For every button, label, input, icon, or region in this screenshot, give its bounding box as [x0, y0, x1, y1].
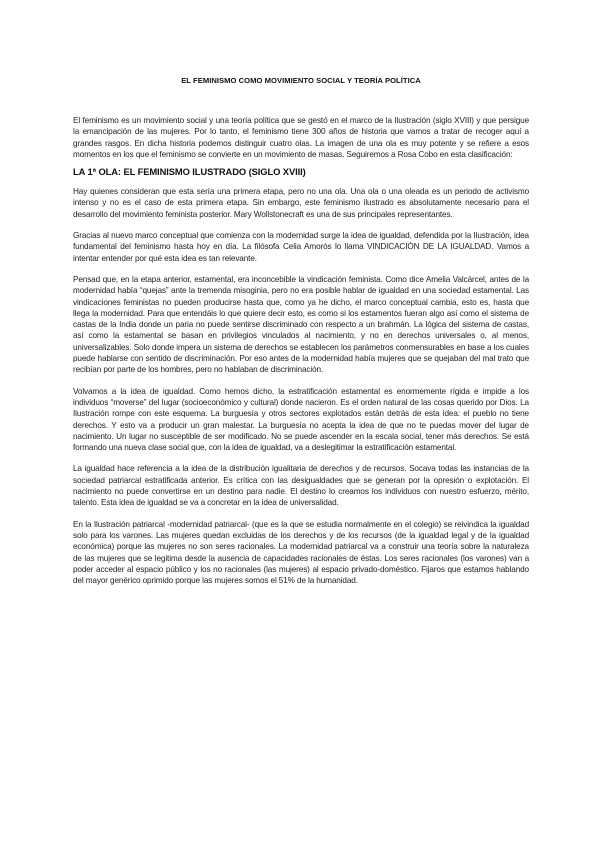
paragraph-6: En la Ilustración patriarcal -modernidad patriarcal- (que es la que se estudia normalmente en el colegio) se reivindica la igualdad solo para los varones. Las mujeres quedan excluidas de los derechos y de los recursos (de la igualdad legal y de la igualdad económica) porque las mujeres no son seres racionales. La modernidad patriarcal va a construir una teoría sobre la naturaleza de las mujeres que se legitima desde la ausencia de capacidades racionales de éstas. Los seres racionales (los varones) van a poder acceder al espacio público y los no racionales (las mujeres) al espacio privado-doméstico. Fijaros que estamos hablando del mayor genérico oprimido porque las mujeres somos el 51% de la humanidad.: [73, 519, 529, 586]
document-content: [73, 76, 529, 596]
paragraph-5: La igualdad hace referencia a la idea de la distribución igualitaria de derechos y de recursos. Socava todas las instancias de la sociedad patriarcal estratificada anterior. Es crítica con las desigualdades que se generan por la opresión o explotación. El nacimiento no puede convertirse en un destino para nadie. El destino lo creamos los individuos con nuestro esfuerzo, mérito, talento. Esta idea de igualdad se va a concretar en la idea de universalidad.: [73, 464, 529, 508]
paragraph-1: Hay quienes consideran que esta sería una primera etapa, pero no una ola. Una ola o una oleada es un periodo de activismo intenso y no es el caso de esta primera etapa. Sin embargo, este feminismo ilustrado es absolutamente necesario para el desarrollo del movimiento feminista posterior. Mary Wollstonecraft es una de sus principales representantes.: [73, 187, 529, 219]
paragraph-2: Gracias al nuevo marco conceptual que comienza con la modernidad surge la idea de igualdad, defendida por la Ilustración, idea fundamental del feminismo hasta hoy en día. La filósofa Celia Amorós lo llama VINDICACIÓN DE LA IGUALDAD. Vamos a intentar entender por qué esta idea es tan relevante.: [73, 231, 529, 263]
intro-paragraph: El feminismo es un movimiento social y una teoría política que se gestó en el marco de la Ilustración (siglo XVIII) y que persigue la emancipación de las mujeres. Por lo tanto, el feminismo tiene 300 años de historia que vamos a tratar de recoger aquí a grandes rasgos. En dicha historia podemos distinguir cuatro olas. La imagen de una ola es muy potente y se refiere a esos momentos en los que el feminismo se convierte en un movimiento de masas. Seguiremos a Rosa Cobo en esta clasificación:: [73, 116, 529, 159]
paragraph-3: Pensad que, en la etapa anterior, estamental, era inconcebible la vindicación feminista. Como dice Amelia Valcárcel, antes de la modernidad había “quejas” ante la tremenda misoginia, pero no era posible hablar de igualdad en una sociedad estamental. Las vindicaciones feministas no pueden producirse hasta que, como ya he dicho, el marco conceptual cambia, esto es, hasta que llega la modernidad. Para que entendáis lo que quiere decir esto, es como si los estamentos fueran algo así como el sistema de castas de la India donde un paria no puede sentirse discriminado con respecto a un brahmán. La lógica del sistema de castas, así como la estamental se basan en privilegios vinculados al nacimiento, y no en derechos universales o, al menos, universalizables. Solo donde impera un sistema de derechos se establecen los parámetros conmensurables en base a los cuales puede hablarse con sentido de discriminación. Por eso antes de la modernidad había mujeres que se quejaban del mal trato que recibían por parte de los hombres, pero no hablaban de discriminación.: [73, 274, 529, 375]
document-title: EL FEMINISMO COMO MOVIMIENTO SOCIAL Y TEORÍA POLÍTICA: [181, 76, 421, 85]
section-heading: LA 1ª OLA: EL FEMINISMO ILUSTRADO (SIGLO XVIII): [73, 166, 306, 178]
paragraph-4: Volvamos a la idea de igualdad. Como hemos dicho, la estratificación estamental es enormemente rígida e impide a los individuos “moverse” del lugar (socioeconómico y cultural) donde nacieron. Es el orden natural de las cosas querido por Dios. La Ilustración rompe con este esquema. La burguesía y otros sectores explotados están detrás de esta idea: el pueblo no tiene derechos. Y esto va a producir un gran malestar. La burguesía no acepta la idea de que no te puedas mover del lugar de nacimiento. Un lugar no susceptible de ser modificado. No se puede ascender en la escala social, tener más derechos. Se está formando una nueva clase social que, con la idea de igualdad, va a deslegitimar la estratificación estamental.: [73, 386, 529, 453]
